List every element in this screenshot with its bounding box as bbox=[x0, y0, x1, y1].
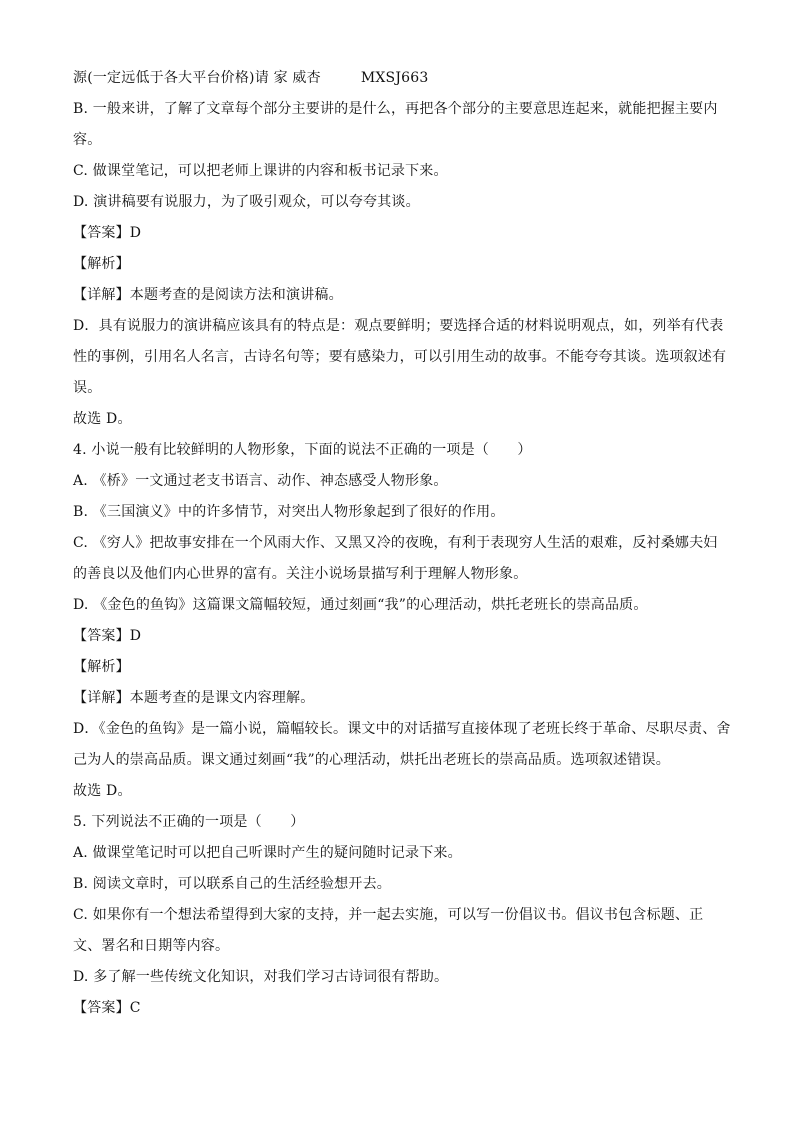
option-line: D. 《金色的鱼钩》这篇课文篇幅较短，通过刻画“我”的心理活动，烘托老班长的崇高品质。 bbox=[73, 597, 648, 613]
text-line: 误。 bbox=[73, 380, 102, 396]
text-line: 容。 bbox=[73, 132, 102, 148]
option-line: C. 《穷人》把故事安排在一个风雨大作、又黑又冷的夜晚，有利于表现穷人生活的艰难，反衬桑娜夫妇 bbox=[73, 535, 718, 551]
answer-line: 【答案】C bbox=[73, 1000, 141, 1016]
document-body bbox=[73, 63, 731, 1024]
analysis-label: 【解析】 bbox=[73, 256, 130, 272]
question-line: 4. 小说一般有比较鲜明的人物形象，下面的说法不正确的一项是（ ） bbox=[73, 442, 532, 458]
text-line: D．具有说服力的演讲稿应该具有的特点是：观点要鲜明；要选择合适的材料说明观点，如，列举有代表 bbox=[73, 318, 724, 334]
option-line: D. 演讲稿要有说服力，为了吸引观众，可以夸夸其谈。 bbox=[73, 194, 420, 210]
conclusion-line: 故选 D。 bbox=[73, 783, 132, 799]
text-line: 己为人的崇高品质。课文通过刻画“我”的心理活动，烘托出老班长的崇高品质。选项叙述错误。 bbox=[73, 752, 670, 768]
question-line: 5. 下列说法不正确的一项是（ ） bbox=[73, 814, 305, 830]
option-line: B. 《三国演义》中的许多情节，对突出人物形象起到了很好的作用。 bbox=[73, 504, 505, 520]
text-line: B. 一般来讲，了解了文章每个部分主要讲的是什么，再把各个部分的主要意思连起来，就能把握主要内 bbox=[73, 101, 718, 117]
option-line: C. 如果你有一个想法希望得到大家的支持，并一起去实施，可以写一份倡议书。倡议书包含标题、正 bbox=[73, 907, 704, 923]
source-text: 源(一定远低于各大平台价格)请 家 威杏 bbox=[73, 70, 321, 86]
text-line: 的善良以及他们内心世界的富有。关注小说场景描写利于理解人物形象。 bbox=[73, 566, 528, 582]
option-line: A. 《桥》一文通过老支书语言、动作、神态感受人物形象。 bbox=[73, 473, 448, 489]
option-line: C. 做课堂笔记，可以把老师上课讲的内容和板书记录下来。 bbox=[73, 163, 448, 179]
option-line: A. 做课堂笔记时可以把自己听课时产生的疑问随时记录下来。 bbox=[73, 845, 462, 861]
text-line: 性的事例，引用名人名言，古诗名句等；要有感染力，可以引用生动的故事。不能夸夸其谈。选项叙述有 bbox=[73, 349, 727, 365]
text-line: D．《金色的鱼钩》是一篇小说，篇幅较长。课文中的对话描写直接体现了老班长终于革命、尽职尽责、舍 bbox=[73, 721, 731, 737]
source-header-line bbox=[73, 63, 723, 94]
source-code: MXSJ663 bbox=[360, 70, 429, 86]
conclusion-line: 故选 D。 bbox=[73, 411, 132, 427]
answer-line: 【答案】D bbox=[73, 225, 142, 241]
detail-line: 【详解】本题考查的是阅读方法和演讲稿。 bbox=[73, 287, 343, 303]
detail-line: 【详解】本题考查的是课文内容理解。 bbox=[73, 690, 315, 706]
option-line: B. 阅读文章时，可以联系自己的生活经验想开去。 bbox=[73, 876, 391, 892]
text-line: 文、署名和日期等内容。 bbox=[73, 938, 230, 954]
answer-line: 【答案】D bbox=[73, 628, 142, 644]
option-line: D. 多了解一些传统文化知识，对我们学习古诗词很有帮助。 bbox=[73, 969, 449, 985]
analysis-label: 【解析】 bbox=[73, 659, 130, 675]
